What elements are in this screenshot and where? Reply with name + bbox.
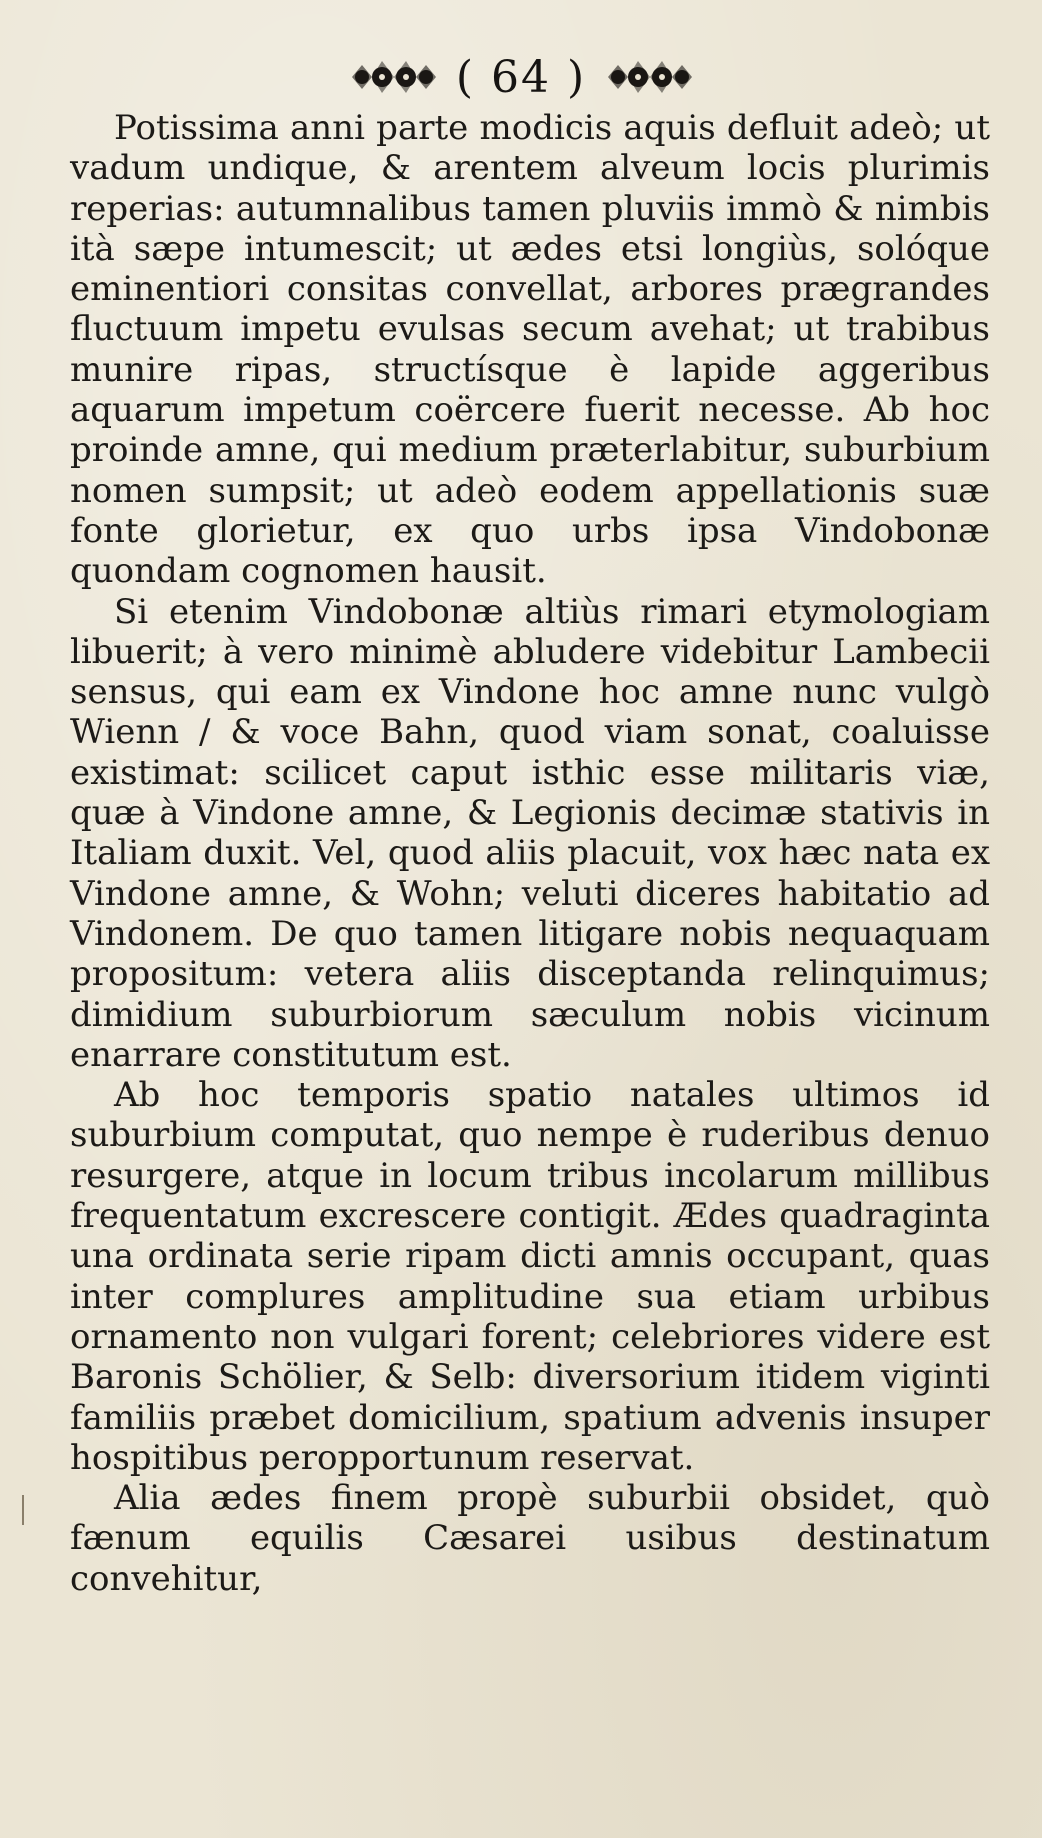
right-ornament [604,57,694,97]
paragraph-1: Potissima anni parte modicis aquis defluit adeò; ut vadum undique, & arentem alveum locis plurimis reperias: autumnalibus tamen pluviis immò & nimbis ità sæpe intumescit; ut ædes etsi longiùs, solóque eminentiori consitas convellat, arbores prægrandes fluctuum impetu evulsas secum avehat; ut trabibus munire ripas, structísque è lapide aggeribus aquarum impetum coërcere fuerit necesse. Ab hoc proinde amne, qui medium præterlabitur, suburbium nomen sumpsit; ut adeò eodem appellationis suæ fonte glorietur, ex quo urbs ipsa Vindobonæ quondam cognomen hausit. [70,108,990,592]
fleuron-icon [348,57,438,97]
margin-mark [22,1495,24,1525]
body-text [70,108,990,1599]
page-header [0,42,1042,112]
page-number: ( 64 ) [455,51,587,103]
paragraph-3: Ab hoc temporis spatio natales ultimos id suburbium computat, quo nempe è ruderibus denuo resurgere, atque in locum tribus incolarum millibus frequentatum excrescere contigit. Ædes quadraginta una ordinata serie ripam dicti amnis occupant, quas inter complures amplitudine sua etiam urbibus ornamento non vulgari forent; celebriores videre est Baronis Schölier, & Selb: diversorium itidem viginti familiis præbet domicilium, spatium advenis insuper hospitibus peropportunum reservat. [70,1075,990,1478]
fleuron-icon [604,57,694,97]
paragraph-4: Alia ædes finem propè suburbii obsidet, quò fænum equilis Cæsarei usibus destinatum convehitur, [70,1478,990,1599]
left-ornament [348,57,438,97]
paragraph-2: Si etenim Vindobonæ altiùs rimari etymologiam libuerit; à vero minimè abludere videbitur Lambecii sensus, qui eam ex Vindone hoc amne nunc vulgò Wienn / & voce Bahn, quod viam sonat, coaluisse existimat: scilicet caput isthic esse militaris viæ, quæ à Vindone amne, & Legionis decimæ stativis in Italiam duxit. Vel, quod aliis placuit, vox hæc nata ex Vindone amne, & Wohn; veluti diceres habitatio ad Vindonem. De quo tamen litigare nobis nequaquam propositum: vetera aliis disceptanda relinquimus; dimidium suburbiorum sæculum nobis vicinum enarrare constitutum est. [70,591,990,1075]
